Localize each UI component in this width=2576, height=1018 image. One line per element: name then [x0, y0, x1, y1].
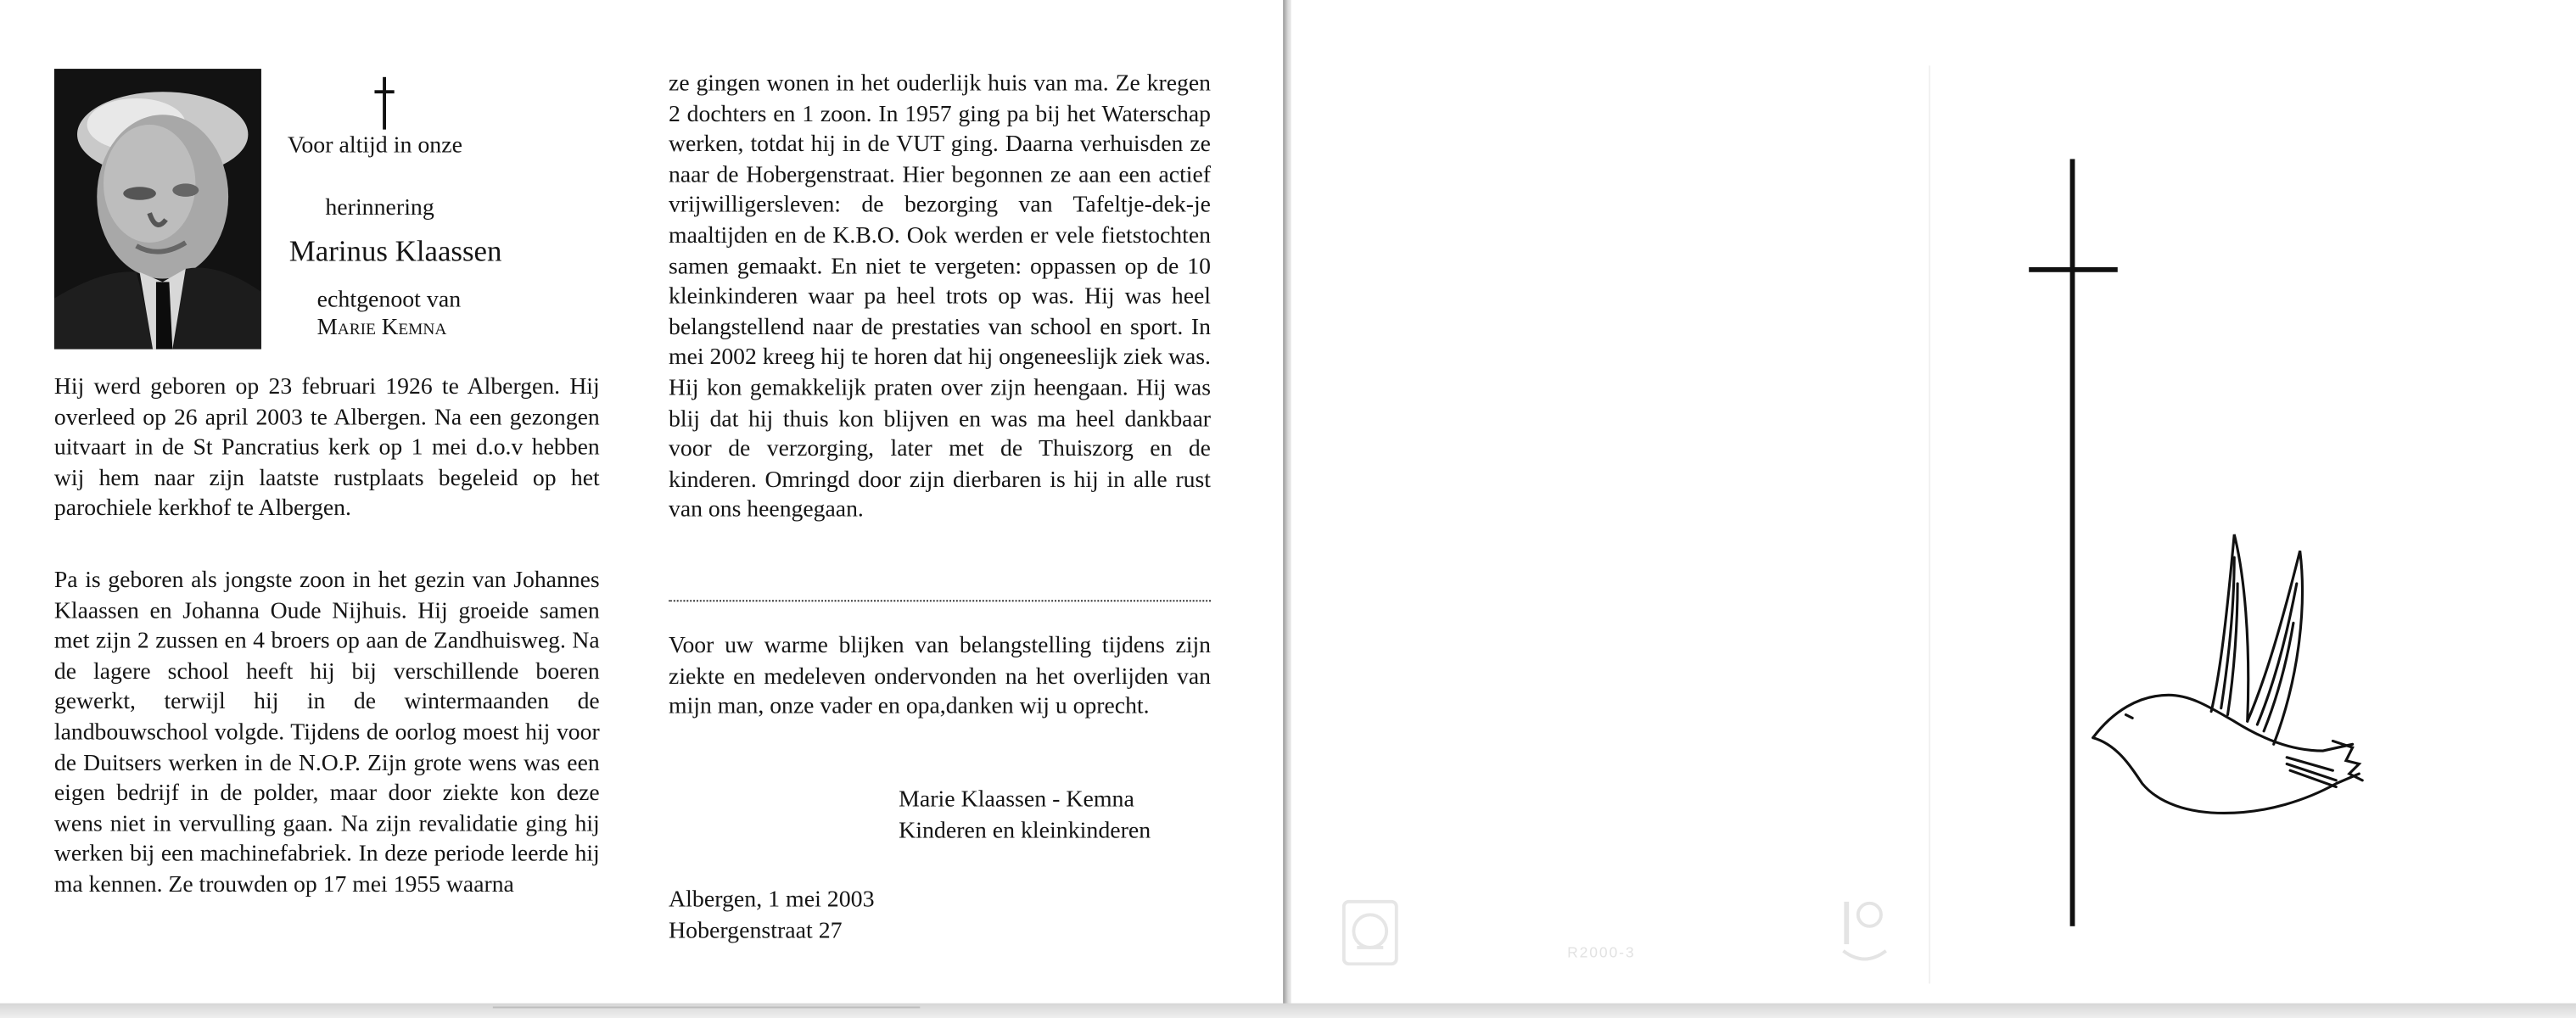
printer-stamp-icon — [1341, 898, 1400, 967]
cross-icon — [373, 77, 396, 130]
quality-mark-icon — [1837, 895, 1893, 970]
place-date: Albergen, 1 mei 2003 — [669, 887, 875, 914]
card-inner-page — [0, 0, 1283, 1004]
birth-death-paragraph: Hij werd geboren op 23 februari 1926 te Albergen. Hij overleed op 26 april 2003 te Albergen. Na een gezongen uitvaart in de St Pancratius kerk op 1 mei d.o.v hebben wij hem naar zijn laatste rustplaats begeleid op het parochiele kerkhof te Albergen. — [53, 373, 600, 523]
header-line-2: herinnering — [325, 194, 434, 221]
fold-line — [1929, 65, 1930, 983]
portrait-photo — [54, 69, 261, 349]
scan-bottom-edge — [0, 1004, 2576, 1018]
card-back-page — [1291, 0, 2576, 1004]
life-story-paragraph: Pa is geboren als jongste zoon in het gezin van Johannes Klaassen en Johanna Oude Nijhuis. Hij groeide samen met zijn 2 zussen en 4 broers op aan de Zandhuisweg. Na de lagere school heeft hij bij verschillende boeren gewerkt, terwijl hij in de wintermaanden de landbouwschool volgde. Tijdens de oorlog moest hij voor de Duitsers werken in de N.O.P. Zijn grote wens was een eigen bedrijf in de polder, maar door ziekte kon deze wens niet in vervulling gaan. Na zijn revalidatie ging hij werken bij een machinefabriek. In deze periode leerde hij ma kennen. Ze trouwden op 17 mei 1955 waarna — [53, 567, 600, 898]
dotted-divider — [669, 600, 1211, 601]
obituary-header — [279, 69, 608, 364]
dove-icon — [2090, 524, 2386, 827]
deceased-name: Marinus Klaassen — [288, 234, 502, 267]
signature-line-1: Marie Klaassen - Kemna — [899, 786, 1134, 814]
header-line-1: Voor altijd in onze — [287, 132, 462, 159]
scan-gutter — [1283, 0, 1291, 1018]
relation-label: echtgenoot van — [316, 287, 462, 314]
cross-icon — [2070, 159, 2075, 926]
spouse-name: Marie Kemna — [316, 316, 447, 341]
address: Hobergenstraat 27 — [669, 918, 843, 945]
life-story-continued: ze gingen wonen in het ouderlijk huis van ma. Ze kregen 2 dochters en 1 zoon. In 1957 ging pa bij het Waterschap werken, totdat hij in de VUT ging. Daarna verhuisden ze naar de Hobergenstraat. Hier begonnen ze aan een actief vrijwilligersleven: de bezorging van Tafeltje-dek-je maaltijden en de K.B.O. Ook werden er vele fietstochten samen gemaakt. En niet te vergeten: oppassen op de 10 kleinkinderen waar pa heel trots op was. Hij was heel belangstellend naar de prestaties van school en sport. In mei 2002 kreeg hij te horen dat hij ongeneeslijk ziek was. Hij kon gemakkelijk praten over zijn heengaan. Hij was blij dat hij thuis kon blijven en was ma heel dankbaar voor de verzorging, later met de Thuiszorg en de kinderen. Omringd door zijn dierbaren is hij in alle rust van ons heengegaan. — [669, 70, 1211, 524]
signature-line-2: Kinderen en kleinkinderen — [899, 818, 1151, 845]
thanks-paragraph: Voor uw warme blijken van belangstelling tijdens zijn ziekte en medeleven ondervonden na het overlijden van mijn man, onze vader en opa,danken wij u oprecht. — [669, 632, 1211, 720]
printer-mark: R2000-3 — [1567, 944, 1636, 961]
cross-bar — [2029, 267, 2118, 272]
